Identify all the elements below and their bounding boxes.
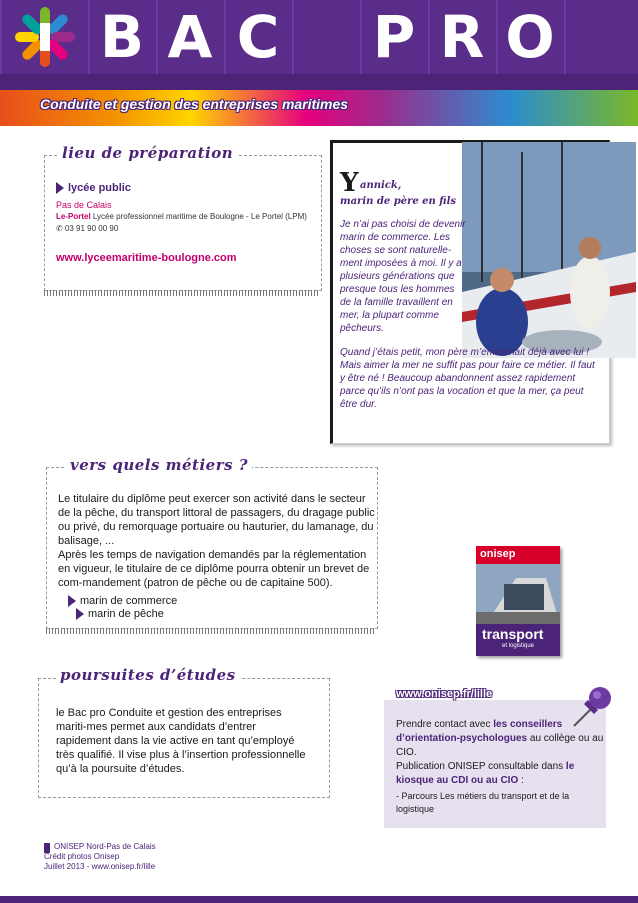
cover-brand: onisep [480,548,516,560]
contact-text: : [518,775,524,786]
contact-highlight: les conseillers d’orientation-psychologues [396,719,563,744]
diploma-subtitle: Conduite et gestion des entreprises maritimes [40,96,349,112]
onisep-star-icon [2,0,88,74]
hatched-divider [46,628,376,634]
lycee-website-link[interactable]: www.lyceemaritime-boulogne.com [56,252,237,264]
contact-paragraph-3: - Parcours Les métiers du transport et de la logistique [396,791,570,814]
lycee-region: Pas de Calais [56,200,112,210]
header-letter-r: R [439,3,485,71]
interviewee-role: marin de père en fils [340,196,456,207]
letter-tile [428,0,498,74]
header-banner [0,0,638,92]
contact-text: au collège ou au CIO. [396,733,604,758]
contact-text: Publication ONISEP consultable dans [396,761,566,772]
list-item [76,608,164,620]
lieu-box [44,155,322,291]
header-letter-p: P [372,3,416,71]
letter-tile [496,0,566,74]
hatched-divider [44,290,320,296]
letter-tile [292,0,362,74]
poursuites-text: le Bac pro Conduite et gestion des entreprises mariti-mes permet aux candidats d’entrer rapidement dans la vie active en tant qu’employé très qualifié. Il vise plus à l’insertion professionnelle qu’à la poursuite d’études. [56,707,306,775]
header-letter-c: C [236,3,280,71]
phone-icon: ✆ [56,224,63,233]
interview-quote-1: Je n’ai pas choisi de devenir marin de commerce. Les choses se sont naturelle-ment imposées à moi. Il y a plusieurs générations que presque tous les hommes de la famille travaillent en mer, la plupart comme pêcheurs. [340,219,466,334]
fishermen-photo [462,142,636,358]
footer-line: ONISEP Nord-Pas de Calais [54,842,156,851]
list-item [68,595,177,607]
footer-credits [44,842,156,872]
logo-tile [0,0,90,74]
metier-label: marin de pêche [88,608,164,620]
pushpin-icon [566,682,616,732]
cover-subtitle: et logistique [502,643,535,649]
triangle-bullet-icon [68,595,76,607]
header-letter-o: O [505,3,555,71]
interviewee-initial: Y [340,168,359,198]
metiers-paragraph-1: Le titulaire du diplôme peut exercer son activité dans le secteur de la pêche, du transport littoral de passagers, du dragage public ou privé, du remorquage portuaire ou hauturier, du lamanage, du balisage, ... [58,493,375,547]
interview-quote-2: Quand j’étais petit, mon père m’emmenait déjà avec lui ! Mais aimer la mer ne suffit pas pour faire ce métier. Il faut y être né ! Beaucoup abandonnent assez rapidement parce qu’ils n’ont pas la vocation et que la mer, ça peut être dur. [340,347,595,410]
triangle-bullet-icon [56,182,64,194]
lycee-city: Le-Portel [56,212,91,221]
letter-tile [360,0,430,74]
contact-text: Prendre contact avec [396,719,494,730]
footer-line: Juillet 2013 - www.onisep.fr/lille [44,862,156,871]
bottom-bar [0,896,638,903]
letter-tile [156,0,226,74]
cover-header [476,546,560,564]
contact-highlight: le kiosque au CDI ou au CIO [396,761,575,786]
header-letter-b: B [99,3,145,71]
publication-cover[interactable] [476,546,560,656]
lycee-phone-number: 03 91 90 00 90 [64,224,119,233]
lycee-name [56,212,307,221]
contact-paragraph-2 [396,760,604,788]
lycee-phone [56,224,118,233]
lycee-type-label: lycée public [68,182,131,194]
lycee-type [56,182,131,194]
interviewee-name: annick, [360,180,402,191]
lieu-title: lieu de préparation [58,144,237,162]
triangle-bullet-icon [76,608,84,620]
metiers-paragraph-2: Après les temps de navigation demandés par la réglementation en vigueur, le titulaire de ce diplôme pourra obtenir un brevet de com-mandement (patron de pêche ou de capitaine 500). [58,549,370,589]
letter-tile [88,0,158,74]
boat-photo-icon [462,142,636,358]
onisep-lille-link[interactable]: www.onisep.fr/lille [396,688,493,700]
metier-label: marin de commerce [80,595,178,607]
poursuites-title: poursuites d’études [56,666,240,684]
letter-tile [224,0,294,74]
header-letter-a: A [167,3,213,71]
cover-title: transport [482,626,544,642]
tram-photo-icon [476,564,560,624]
footer-line: Crédit photos Onisep [44,852,120,861]
letter-tile [564,0,638,74]
lycee-name-label: Lycée professionnel maritime de Boulogne - Le Portel (LPM) [92,212,307,221]
metiers-title: vers quels métiers ? [66,456,252,474]
